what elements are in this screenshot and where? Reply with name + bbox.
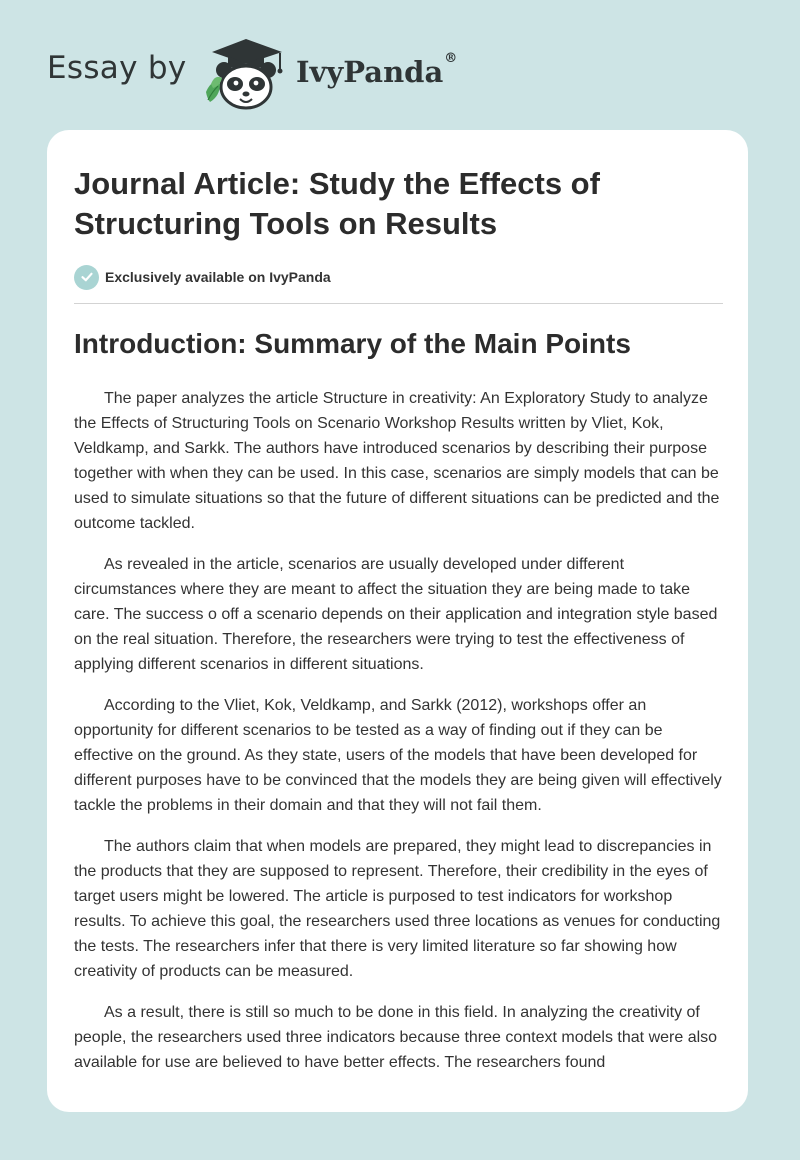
site-header [0,0,800,130]
paragraph: According to the Vliet, Kok, Veldkamp, and Sarkk (2012), workshops offer an opportunity for different scenarios to be tested as a way of finding out if they can be effective on the ground. As they state, users of the models that have been developed for different purposes have to be convinced that the models they are being given will effectively tackle the problems in their domain and that they will not fail them. [74,697,722,814]
check-icon [74,265,99,290]
article-title: Journal Article: Study the Effects of Structuring Tools on Results [74,166,600,241]
article-body [74,386,725,1091]
registered-mark: ® [444,51,458,66]
paragraph: The paper analyzes the article Structure in creativity: An Exploratory Study to analyze the Effects of Structuring Tools on Scenario Workshop Results written by Vliet, Kok, Veldkamp, and Sarkk. The authors have introduced scenarios by describing their purpose together with when they can be used. In this case, scenarios are simply models that can be used to simulate situations so that the future of different situations can be predicted and the outcome tackled. [74,390,720,532]
exclusive-label: Exclusively available on IvyPanda [105,269,331,285]
essay-by-label: Essay by [47,50,187,86]
paragraph: The authors claim that when models are prepared, they might lead to discrepancies in the products that they are supposed to represent. Therefore, their credibility in the eyes of target users might be lowered. The article is purposed to test indicators for workshop results. To achieve this goal, the researchers used three locations as venues for conducting the tests. The researchers infer that there is very limited literature so far showing how creativity of products can be measured. [74,838,721,980]
brand-name[interactable]: IvyPanda® [296,51,458,89]
ivypanda-logo-icon[interactable] [200,36,296,110]
paragraph: As revealed in the article, scenarios are usually developed under different circumstances where they are meant to affect the situation they are being made to take care. The success o off a scenario depends on their application and integration style based on the real situation. Therefore, the researchers were trying to test the effectiveness of applying different scenarios in different situations. [74,556,718,673]
paragraph: As a result, there is still so much to be done in this field. In analyzing the creativity of people, the researchers used three indicators because three context models that were also available for use are believed to have better effects. The researchers found [74,1004,718,1071]
divider [74,303,723,304]
exclusive-badge [74,264,331,290]
article-card [47,130,748,1112]
section-heading: Introduction: Summary of the Main Points [74,328,631,359]
